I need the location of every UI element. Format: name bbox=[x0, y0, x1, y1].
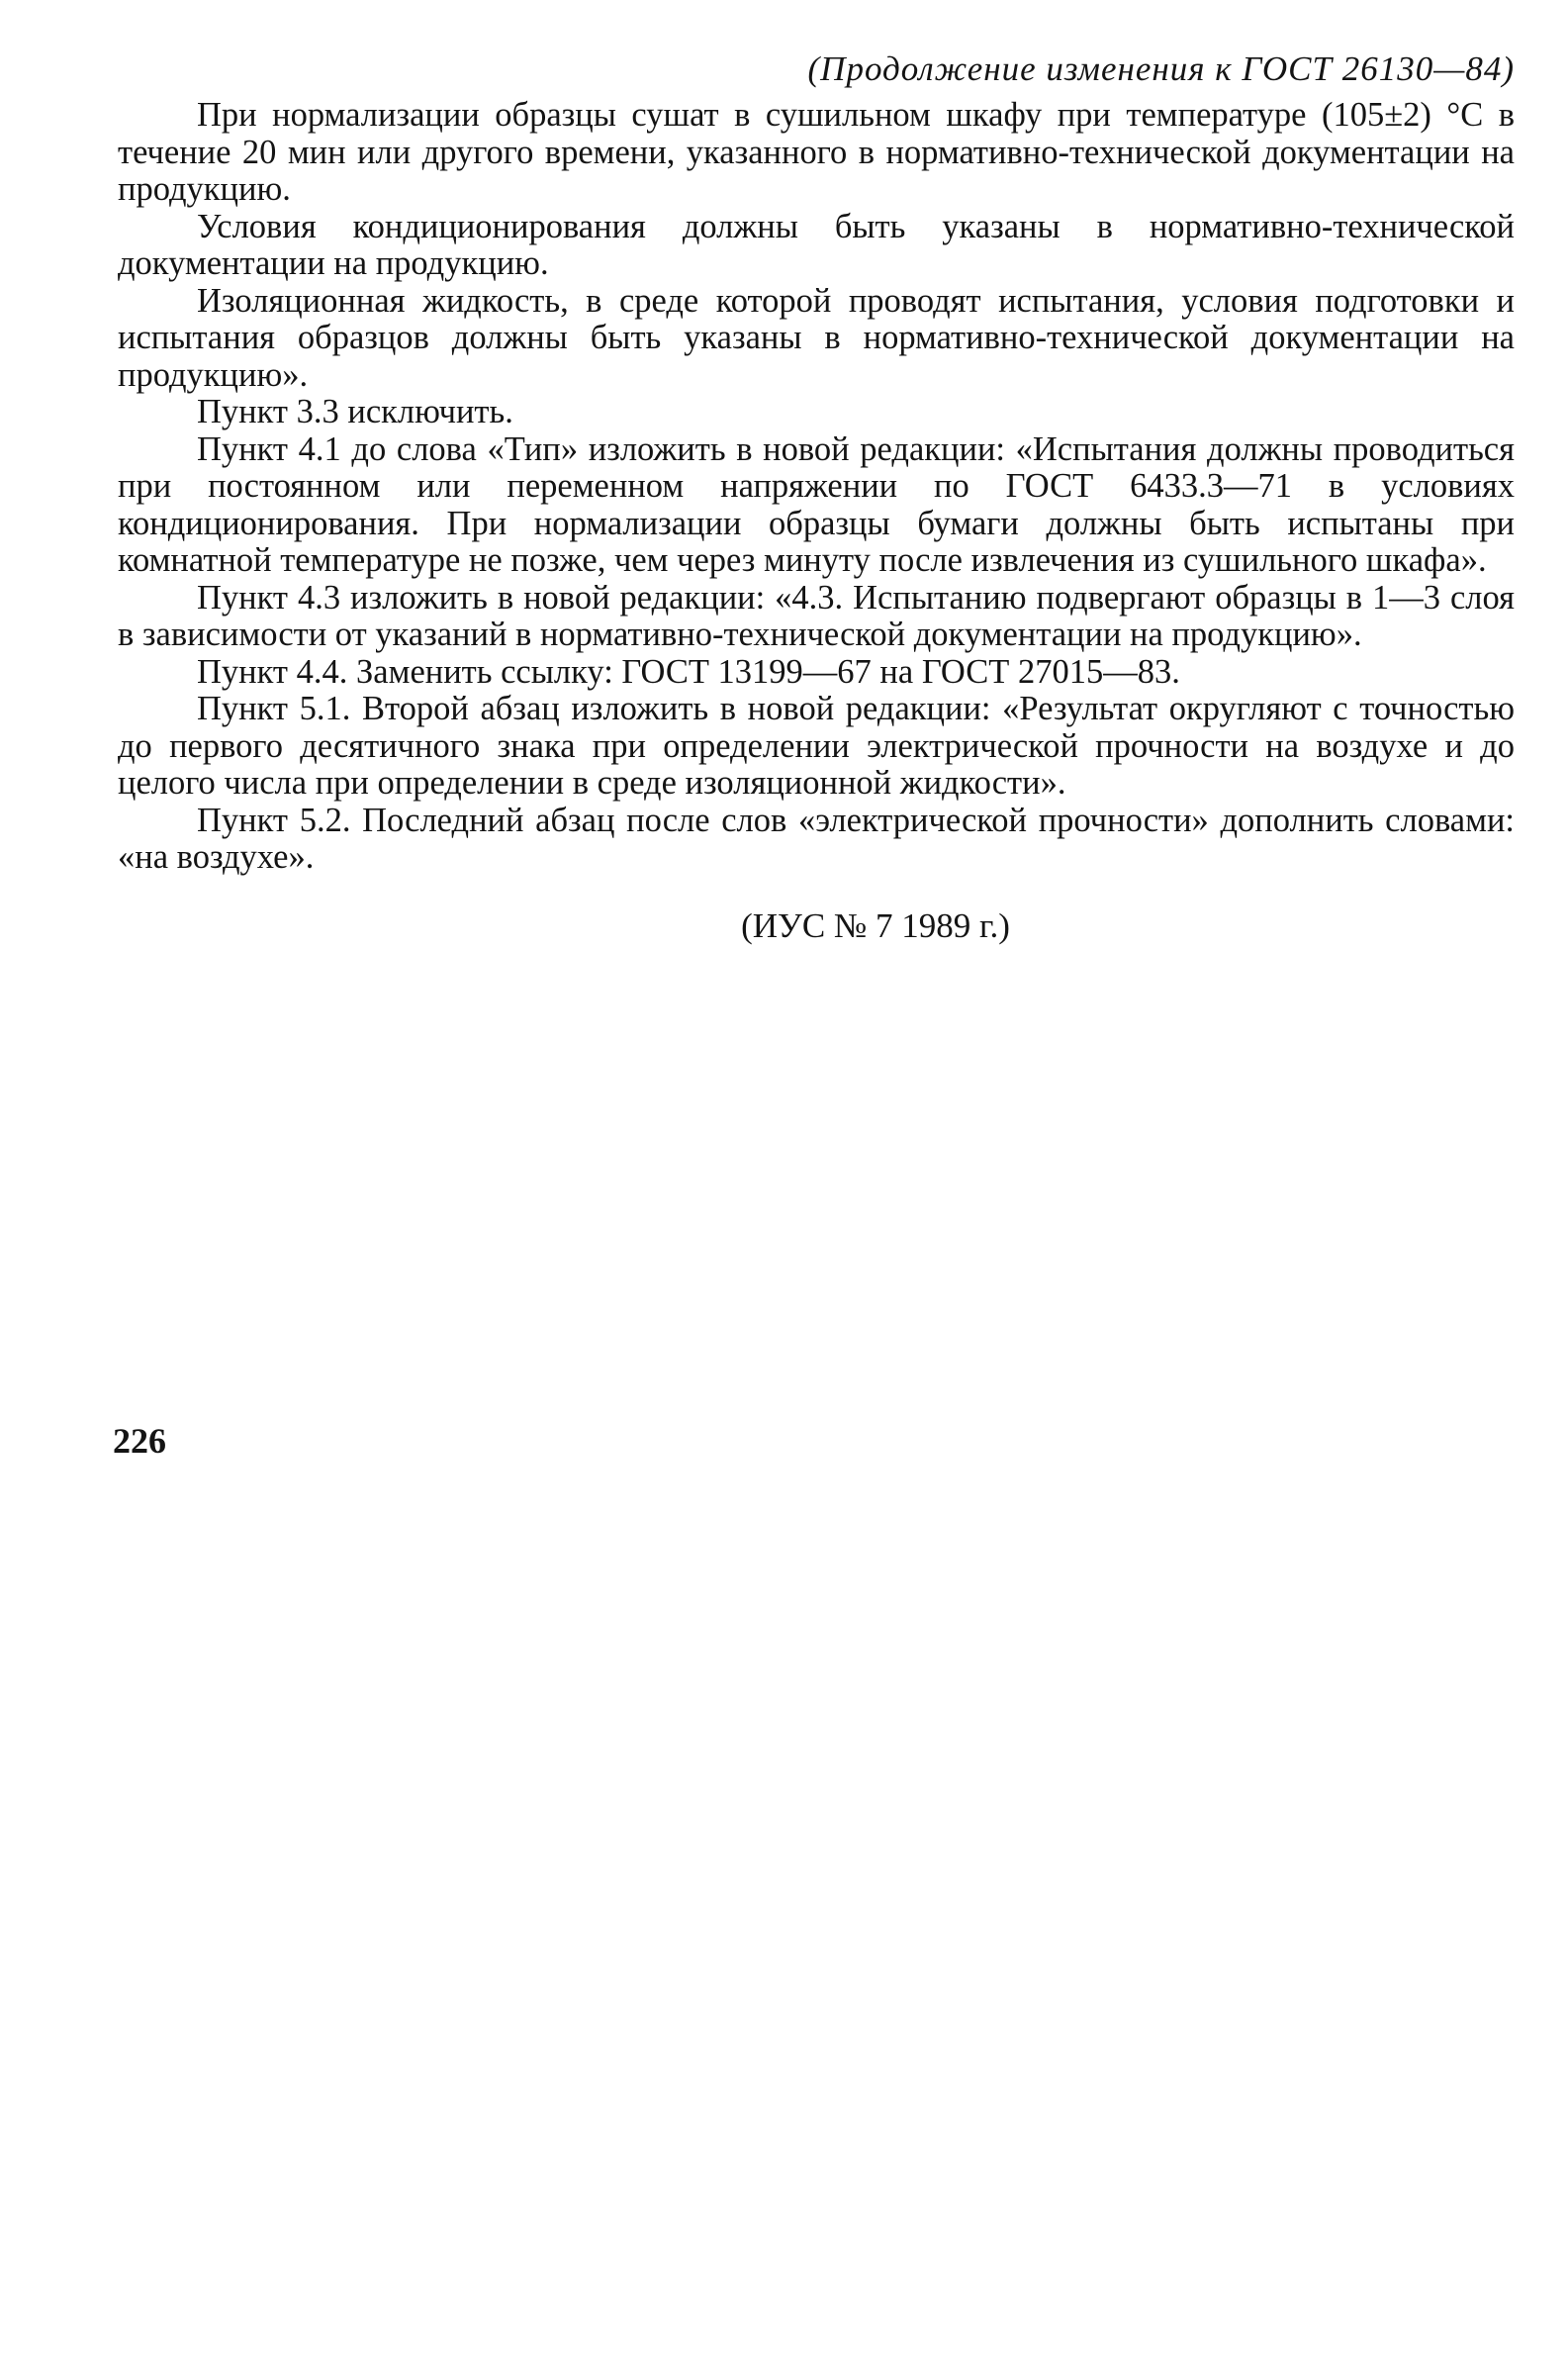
paragraph-normalization: При нормализации образцы сушат в сушильном шкафу при температуре (105±2) °С в течение 20 мин или другого времени, указанного в нормативно-технической документации на продукцию. bbox=[118, 96, 1515, 208]
paragraph-conditioning: Условия кондиционирования должны быть указаны в нормативно-технической документации на продукцию. bbox=[118, 207, 1515, 282]
source-citation: (ИУС № 7 1989 г.) bbox=[741, 905, 1010, 945]
paragraph-item-4-3: Пункт 4.3 изложить в новой редакции: «4.3. Испытанию подвергают образцы в 1—3 слоя в зависимости от указаний в нормативно-технической документации на продукцию». bbox=[118, 578, 1515, 653]
paragraph-item-4-4: Пункт 4.4. Заменить ссылку: ГОСТ 13199—67 на ГОСТ 27015—83. bbox=[197, 652, 1180, 691]
document-page bbox=[118, 47, 1515, 948]
running-header: (Продолжение изменения к ГОСТ 26130—84) bbox=[807, 49, 1515, 88]
paragraph-item-5-2: Пункт 5.2. Последний абзац после слов «электрической прочности» дополнить словами: «на воздухе». bbox=[118, 801, 1515, 876]
paragraph-item-3-3: Пункт 3.3 исключить. bbox=[197, 393, 513, 430]
paragraph-item-4-1: Пункт 4.1 до слова «Тип» изложить в новой редакции: «Испытания должны проводиться при постоянном или переменном напряжении по ГОСТ 6433.3—71 в условиях кондиционирования. При нормализации образцы бумаги должны быть испытаны при комнатной температуре не позже, чем через минуту после извлечения из сушильного шкафа». bbox=[118, 429, 1515, 579]
paragraph-item-5-1: Пункт 5.1. Второй абзац изложить в новой редакции: «Результат округляют с точностью до первого десятичного знака при определении электрической прочности на воздухе и до целого числа при определении в среде изоляционной жидкости». bbox=[118, 690, 1515, 802]
amendment-body bbox=[118, 97, 1515, 877]
page-number: 226 bbox=[113, 1421, 166, 1461]
paragraph-insulating-liquid: Изоляционная жидкость, в среде которой проводят испытания, условия подготовки и испытания образцов должны быть указаны в нормативно-технической документации на продукцию». bbox=[118, 281, 1515, 394]
